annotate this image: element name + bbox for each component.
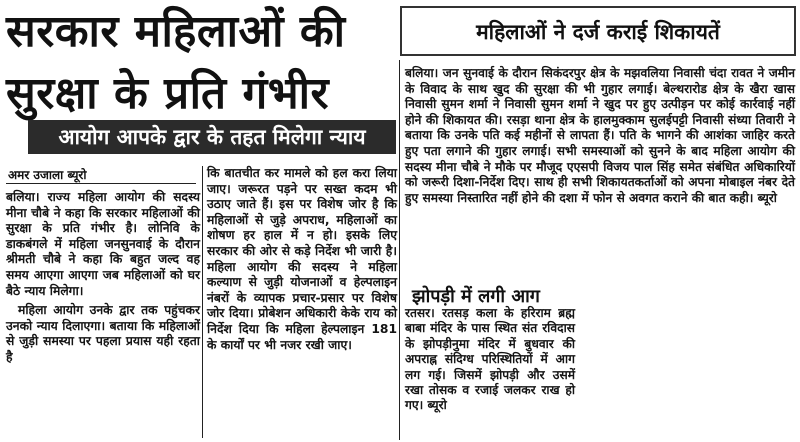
byline: अमर उजाला ब्यूरो [8, 168, 87, 182]
right-story-paragraph [405, 66, 795, 206]
main-story-column-2 [207, 166, 397, 353]
main-story-text-1: राज्य महिला आयोग की सदस्य मीना चौबे ने कहा कि सरकार महिलाओं की सुरक्षा के प्रति गंभीर है। लोनिवि के डाकबंगले में महिला जनसुनवाई के दौरान श्रीमती चौबे ने कहा कि बहुत जल्द वह समय आएगा आएगा जब महिलाओं को घर बैठे न्याय मिलेगा। [6, 190, 200, 298]
fire-story-dateline: रतसर। [405, 306, 435, 320]
main-story-paragraph-1 [6, 190, 200, 299]
headline-line-1: सरकार महिलाओं की [6, 6, 346, 57]
fire-story-title: झोपड़ी में लगी आग [412, 286, 540, 307]
right-story-body [405, 66, 795, 206]
subheadline-banner: आयोग आपके द्वार के तहत मिलेगा न्याय [28, 120, 396, 154]
fire-story-text: रतसड़ कला के हरिराम ब्रह्म बाबा मंदिर के पास स्थित संत रविदास के झोपड़ीनुमा मंदिर में बुधवार की अपराह्न संदिग्ध परिस्थितियों में आग लग गई। जिसमें झोपड़ी और उसमें रखा तोसक व रजाई जलकर राख हो गए। ब्यूरो [405, 306, 575, 413]
column-divider [202, 166, 203, 438]
byline-rule [6, 183, 196, 184]
fire-story-body [405, 306, 575, 414]
fire-story-paragraph [405, 306, 575, 414]
right-story-text: जन सुनवाई के दौरान सिकंदरपुर क्षेत्र के मझवलिया निवासी चंदा रावत ने जमीन के विवाद के साथ खुद की सुरक्षा की भी गुहार लगाई। बेल्थरारोड क्षेत्र के खैरा खास निवासी सुमन शर्मा ने निवासी सुमन शर्मा ने खुद पर हुए उत्पीड़न पर कोई कार्रवाई नहीं होने की शिकायत की। रसड़ा थाना क्षेत्र के हालमुक्काम सुलईपट्टी निवासी संध्या तिवारी ने बताया कि उनके पति कई महीनों से लापता हैं। पति के भागने की आशंका जाहिर करते हुए पता लगाने की गुहार लगाई। सभी समस्याओं को सुनने के बाद महिला आयोग की सदस्य मीना चौबे ने मौके पर मौजूद एएसपी विजय पाल सिंह समेत संबंधित अधिकारियों को जरूरी दिशा-निर्देश दिए। साथ ही सभी शिकायतकर्ताओं को अपना मोबाइल नंबर देते हुए समस्या निस्तारित नहीं होने की दशा में फोन से अवगत कराने की बात कही। ब्यूरो [405, 66, 795, 205]
main-story-column-1 [6, 190, 200, 366]
right-story-dateline: बलिया। [405, 66, 439, 80]
right-story-title-box [400, 6, 796, 56]
headline-line-2: सुरक्षा के प्रति गंभीर [6, 68, 330, 119]
main-story-paragraph-2: महिला आयोग उनके द्वार तक पहुंचकर उनको न्याय दिलाएगा। बताया कि महिलाओं से जुड़ी समस्या पर पहला प्रयास यही रहता है [6, 303, 200, 364]
main-story-paragraph-3: कि बातचीत कर मामले को हल करा लिया जाए। जरूरत पड़ने पर सख्त कदम भी उठाए जाते हैं। इस पर विशेष जोर है कि महिलाओं से जुड़े अपराध, महिलाओं का शोषण हर हाल में न हो। इसके लिए सरकार की ओर से कड़े निर्देश भी जारी है। महिला आयोग की सदस्य ने महिला कल्याण से जुड़ी योजनाओं व हेल्पलाइन नंबरों के व्यापक प्रचार-प्रसार पर विशेष जोर दिया। प्रोबेशन अधिकारी केके राय को निर्देश दिया कि महिला हेल्पलाइन 181 के कार्यों पर भी नजर रखी जाए। [207, 166, 397, 352]
section-divider [399, 60, 400, 440]
dateline-place: बलिया। [6, 190, 40, 204]
right-story-title: महिलाओं ने दर्ज कराई शिकायतें [476, 20, 720, 44]
